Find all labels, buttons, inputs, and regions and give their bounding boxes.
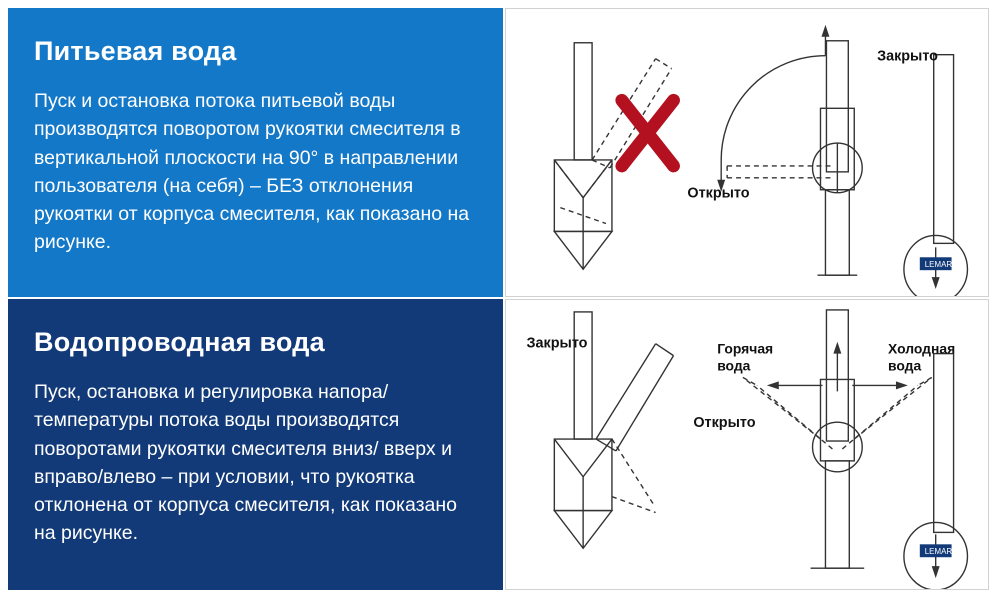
brand-label: LEMARK (924, 260, 958, 270)
section-tap-water-text (8, 299, 503, 590)
description-drinking-water: Пуск и остановка потока питьевой воды производятся поворотом рукоятки смесителя в вертикальной плоскости на 90° в направлении пользователя (на себя) – БЕЗ отклонения рукоятки от корпуса смесителя, как показано на рисунке. (34, 90, 470, 254)
description-tap-water: Пуск, остановка и регулировка напора/ температуры потока воды производятся поворотами рукоятки смесителя вниз/ вверх и вправо/влево – при условии, что рукоятка отклонена от корпуса смесителя, как показано на рисунке. (34, 381, 457, 545)
section-drinking-water-text (8, 8, 503, 297)
svg-text:LEMARK: LEMARK (924, 547, 958, 557)
diagram-drinking-water (505, 8, 989, 297)
page-title-tap-water: Водопроводная вода (34, 327, 325, 357)
forbidden-cross-icon (622, 100, 674, 166)
label-closed-bottom: Закрыто (526, 335, 588, 352)
label-open-top: Открыто (687, 185, 750, 202)
label-closed-top: Закрыто (877, 48, 938, 65)
diagram-tap-water (505, 299, 989, 590)
label-open-bottom: Открыто (693, 415, 756, 432)
label-hot-water: Горячая вода (717, 340, 774, 374)
page-title-drinking-water: Питьевая вода (34, 36, 237, 66)
label-cold-water: Холодная вода (888, 340, 956, 374)
